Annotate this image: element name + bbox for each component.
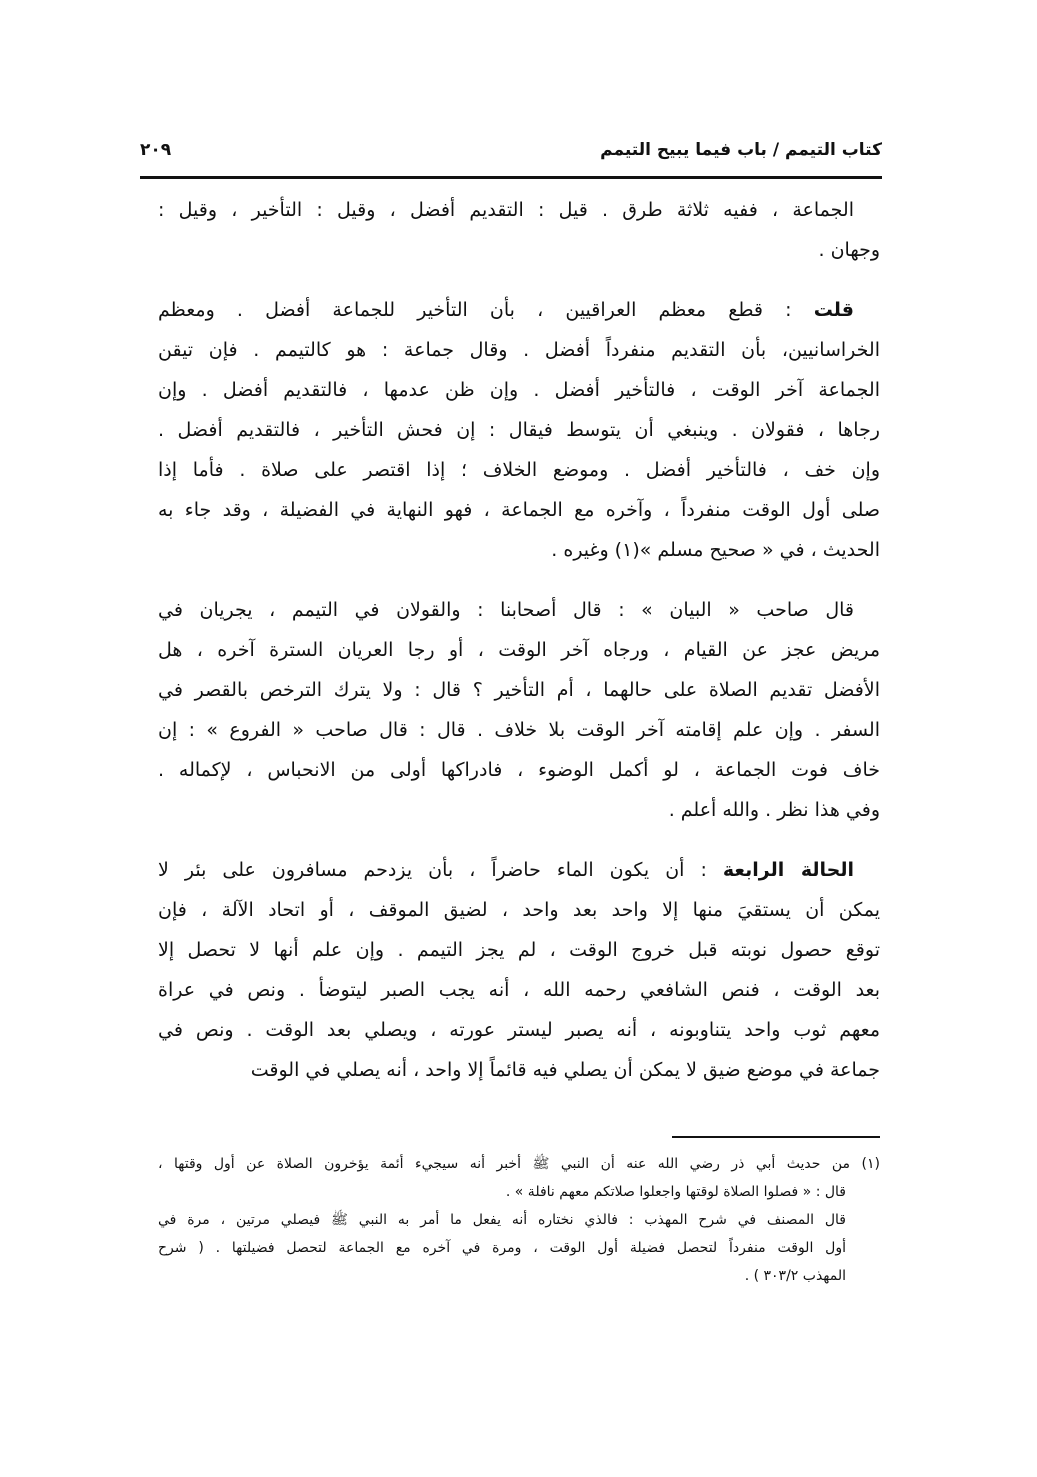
text-line	[158, 230, 880, 270]
footnote-line: قال : « فصلوا الصلاة لوقتها واجعلوا صلاتكم معهم نافلة » .	[505, 1184, 846, 1200]
text-line	[158, 1010, 880, 1050]
text-line	[158, 290, 880, 330]
line-text: بعد الوقت ، فنص الشافعي رحمه الله ، أنه يجب الصبر ليتوضأ . ونص في عراة	[158, 979, 880, 1001]
line-text: وفي هذا نظر . والله أعلم .	[668, 799, 880, 821]
text-line	[158, 930, 880, 970]
text-line	[158, 970, 880, 1010]
line-text: معهم ثوب واحد يتناوبونه ، أنه يصبر ليستر عورته ، ويصلي بعد الوقت . ونص في	[158, 1019, 880, 1041]
line-text: الجماعة آخر الوقت ، فالتأخير أفضل . وإن ظن عدمها ، فالتقديم أفضل . وإن	[158, 379, 880, 401]
line-text: الأفضل تقديم الصلاة على حالهما ، أم التأخير ؟ قال : ولا يترك الترخص بالقصر في	[158, 679, 880, 701]
text-line	[158, 630, 880, 670]
text-line	[158, 330, 880, 370]
text-line	[158, 670, 880, 710]
line-text: جماعة في موضع ضيق لا يمكن أن يصلي فيه قائماً إلا واحد ، أنه يصلي في الوقت	[250, 1059, 880, 1081]
text-line	[158, 370, 880, 410]
line-text: : قطع معظم العراقيين ، بأن التأخير للجماعة أفضل . ومعظم	[158, 299, 814, 321]
footnote-line: المهذب ٣٠٣/٢ ) .	[744, 1268, 846, 1284]
page-number: ٢٠٩	[140, 140, 172, 160]
text-line	[158, 490, 880, 530]
chapter-title: كتاب التيمم / باب فيما يبيح التيمم	[600, 140, 882, 160]
line-text: السفر . وإن علم إقامته آخر الوقت بلا خلاف . قال : قال صاحب « الفروع » : إن	[158, 719, 880, 741]
line-text: رجاها ، فقولان . وينبغي أن يتوسط فيقال : إن فحش التأخير ، فالتقديم أفضل .	[158, 419, 880, 441]
text-line	[158, 190, 880, 230]
running-header	[140, 130, 882, 170]
text-line	[158, 710, 880, 750]
footnote-line: أول الوقت منفرداً لتحصل فضيلة أول الوقت ، ومرة في آخره مع الجماعة لتحصل فضيلتها . ( شرح	[158, 1240, 846, 1256]
paragraph-lead: الحالة الرابعة	[722, 859, 854, 881]
line-text: توقع حصول نوبته قبل خروج الوقت ، لم يجز التيمم . وإن علم أنها لا تحصل إلا	[158, 939, 880, 961]
text-line	[158, 890, 880, 930]
header-rule	[140, 176, 882, 179]
line-text: صلى أول الوقت منفرداً ، وآخره مع الجماعة ، فهو النهاية في الفضيلة ، وقد جاء به	[158, 499, 880, 521]
line-text: الجماعة ، ففيه ثلاثة طرق . قيل : التقديم أفضل ، وقيل : التأخير ، وقيل :	[158, 199, 854, 221]
main-text	[158, 190, 880, 1110]
paragraph-lead: قلت	[813, 299, 854, 321]
text-line	[158, 450, 880, 490]
line-text: خاف فوت الجماعة ، لو أكمل الوضوء ، فادراكها أولى من الانحباس ، لإكماله .	[158, 759, 880, 781]
line-text: وجهان .	[818, 239, 880, 261]
line-text: : أن يكون الماء حاضراً ، بأن يزدحم مسافرون على بئر لا	[158, 859, 723, 881]
line-text: وإن خف ، فالتأخير أفضل . وموضع الخلاف ؛ إذا اقتصر على صلاة . فأما إذا	[158, 459, 880, 481]
paragraph	[158, 850, 880, 1090]
text-line	[158, 410, 880, 450]
text-line	[158, 750, 880, 790]
line-text: قال صاحب « البيان » : قال أصحابنا : والقولان في التيمم ، يجريان في	[158, 599, 854, 621]
text-line	[158, 1050, 880, 1090]
paragraph	[158, 290, 880, 570]
line-text: الحديث ، في « صحيح مسلم »(١) وغيره .	[551, 539, 880, 561]
paragraph	[158, 590, 880, 830]
footnote-line: قال المصنف في شرح المهذب : فالذي نختاره أنه يفعل ما أمر به النبي ﷺ فيصلي مرتين ، مرة في	[158, 1212, 846, 1228]
text-line	[158, 790, 880, 830]
footnote-rule	[672, 1136, 880, 1138]
paragraph	[158, 190, 880, 270]
line-text: مريض عجز عن القيام ، ورجاه آخر الوقت ، أو رجا العريان السترة آخره ، هل	[158, 639, 880, 661]
text-line	[158, 850, 880, 890]
line-text: الخراسانيين، بأن التقديم منفرداً أفضل . وقال جماعة : هو كالتيمم . فإن تيقن	[158, 339, 880, 361]
line-text: يمكن أن يستقيَ منها إلا واحد بعد واحد ، لضيق الموقف ، أو اتحاد الآلة ، فإن	[158, 899, 880, 921]
footnotes	[158, 1150, 880, 1290]
footnote-line: (١) من حديث أبي ذر رضي الله عنه أن النبي ﷺ أخبر أنه سيجيء أئمة يؤخرون الصلاة عن أول وقتها ،	[158, 1156, 880, 1172]
text-line	[158, 590, 880, 630]
text-line	[158, 530, 880, 570]
